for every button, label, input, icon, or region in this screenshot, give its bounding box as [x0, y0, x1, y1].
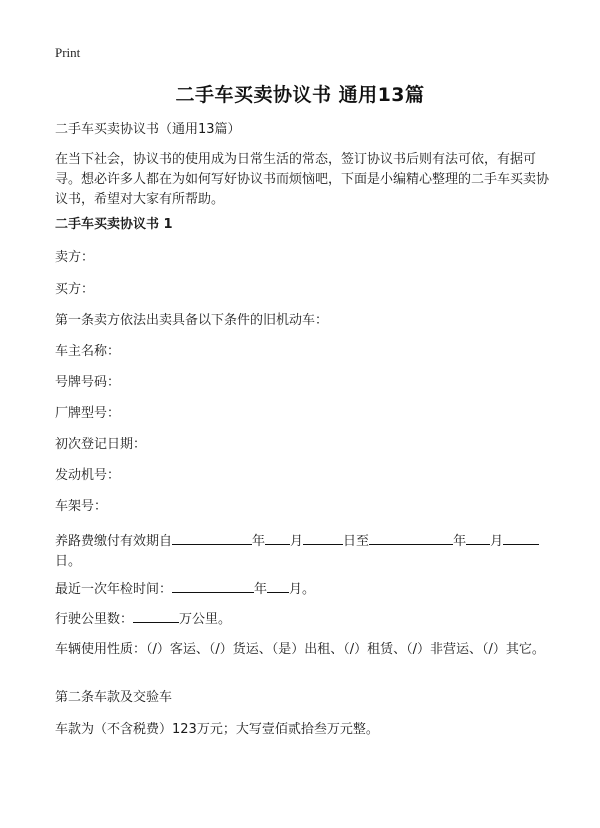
frame-number-line: 车架号：: [55, 499, 108, 514]
seller-line: 卖方：: [55, 250, 95, 265]
article-1: 第一条卖方依法出卖具备以下条件的旧机动车：: [55, 313, 329, 328]
price-line: 车款为（不含税费）123万元；大写壹佰贰拾叁万元整。: [55, 722, 379, 737]
road-fee-year2: 年: [453, 534, 467, 549]
blank-field: [303, 530, 343, 545]
last-inspection-prefix: 最近一次年检时间：: [55, 582, 173, 597]
road-fee-month2: 月: [490, 534, 504, 549]
last-inspection-month: 月。: [289, 582, 316, 597]
blank-field: [172, 530, 252, 545]
article-2: 第二条车款及交验车: [55, 690, 173, 705]
road-fee-prefix: 养路费缴付有效期自: [55, 534, 173, 549]
document-subtitle: 二手车买卖协议书（通用13篇）: [55, 122, 241, 137]
mileage-line: [55, 608, 555, 630]
print-link[interactable]: Print: [55, 45, 81, 60]
model-line: 厂牌型号：: [55, 406, 121, 421]
mileage-suffix: 万公里。: [179, 612, 232, 627]
blank-field: [466, 530, 490, 545]
blank-field: [369, 530, 453, 545]
blank-field: [503, 530, 539, 545]
mileage-prefix: 行驶公里数：: [55, 612, 134, 627]
intro-paragraph: 在当下社会，协议书的使用成为日常生活的常态，签订协议书后则有法可依，有据可寻。想必许多人都在为如何写好协议书而烦恼吧，下面是小编精心整理的二手车买卖协议书，希望对大家有所帮助。: [55, 152, 550, 207]
last-inspection-line: [55, 578, 555, 600]
engine-number-line: 发动机号：: [55, 468, 121, 483]
last-inspection-year: 年: [254, 582, 268, 597]
blank-field: [133, 608, 179, 623]
plate-number-line: 号牌号码：: [55, 375, 121, 390]
road-fee-day-end: 日。: [55, 554, 82, 569]
usage-line: 车辆使用性质：（/）客运、（/）货运、（是）出租、（/）租赁、（/）非营运、（/）其它。: [55, 642, 545, 657]
blank-field: [267, 578, 289, 593]
road-fee-year1: 年: [252, 534, 266, 549]
road-fee-day1: 日至: [343, 534, 370, 549]
document-title: 二手车买卖协议书 通用13篇: [175, 84, 425, 106]
road-fee-line: [55, 530, 555, 572]
buyer-line: 买方：: [55, 282, 95, 297]
blank-field: [265, 530, 290, 545]
blank-field: [172, 578, 254, 593]
first-registration-line: 初次登记日期：: [55, 437, 147, 452]
section-heading-1: 二手车买卖协议书 1: [55, 217, 173, 232]
owner-name-line: 车主名称：: [55, 344, 121, 359]
road-fee-month1: 月: [290, 534, 304, 549]
